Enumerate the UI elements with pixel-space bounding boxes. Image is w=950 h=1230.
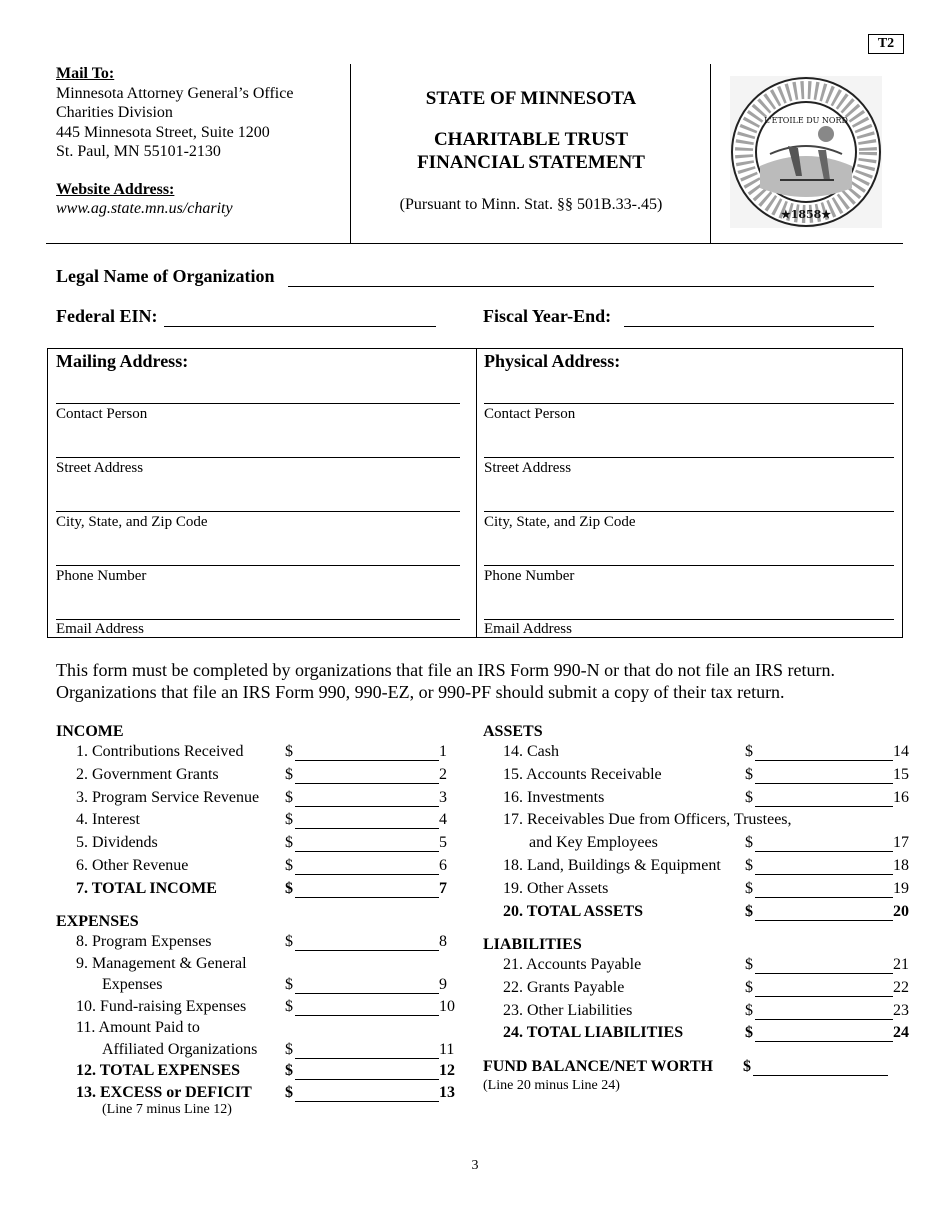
expenses-item-label: 8. Program Expenses bbox=[76, 933, 212, 950]
mailing-street-address-field[interactable] bbox=[56, 457, 460, 458]
fund-balance-amount-field[interactable] bbox=[753, 1075, 888, 1076]
mailing-email-field[interactable] bbox=[56, 619, 460, 620]
liabilities-item-label: 23. Other Liabilities bbox=[503, 1001, 633, 1019]
mailing-contact-person-field[interactable] bbox=[56, 403, 460, 404]
state-seal-icon bbox=[730, 76, 882, 228]
mail-to-block bbox=[56, 64, 293, 219]
expenses-currency-symbol: $ bbox=[285, 1040, 293, 1058]
assets-item-label: 20. TOTAL ASSETS bbox=[503, 902, 644, 920]
liabilities-item-label: 24. TOTAL LIABILITIES bbox=[503, 1024, 684, 1042]
expenses-item-label: 11. Amount Paid to bbox=[76, 1019, 200, 1036]
expenses-amount-field[interactable] bbox=[295, 993, 439, 994]
assets-currency-symbol: $ bbox=[745, 857, 753, 874]
expenses-amount-field[interactable] bbox=[295, 1058, 439, 1059]
federal-ein-field[interactable] bbox=[164, 308, 436, 327]
liabilities-line-number: 21 bbox=[893, 956, 909, 973]
expenses-line-number: 8 bbox=[439, 933, 447, 950]
liabilities-line-number: 22 bbox=[893, 978, 909, 996]
expenses-amount-field[interactable] bbox=[295, 1101, 439, 1102]
income-currency-symbol: $ bbox=[285, 765, 293, 783]
liabilities-amount-field[interactable] bbox=[755, 1019, 893, 1020]
mail-to-line: Minnesota Attorney General’s Office bbox=[56, 84, 294, 102]
income-amount-field[interactable] bbox=[295, 806, 439, 807]
assets-amount-field[interactable] bbox=[755, 806, 893, 807]
assets-item-label: 15. Accounts Receivable bbox=[503, 765, 662, 783]
income-line-number: 5 bbox=[439, 834, 447, 852]
income-currency-symbol: $ bbox=[285, 879, 293, 897]
statute-reference: (Pursuant to Minn. Stat. §§ 501B.33-.45) bbox=[399, 196, 663, 213]
liabilities-currency-symbol: $ bbox=[745, 1024, 753, 1042]
assets-line-number: 14 bbox=[893, 743, 909, 760]
mailing-address-title: Mailing Address: bbox=[56, 351, 189, 371]
income-item-label: 4. Interest bbox=[76, 811, 140, 829]
income-amount-field[interactable] bbox=[295, 760, 439, 761]
assets-amount-field[interactable] bbox=[755, 920, 893, 921]
liabilities-amount-field[interactable] bbox=[755, 1041, 893, 1042]
seal-motto: L'ETOILE DU NORD bbox=[764, 116, 848, 125]
expenses-item-label: 13. EXCESS or DEFICIT bbox=[76, 1083, 252, 1101]
income-item-label: 2. Government Grants bbox=[76, 765, 219, 783]
mailing-phone-field[interactable] bbox=[56, 565, 460, 566]
physical-email-caption: Email Address bbox=[484, 621, 572, 637]
income-amount-field[interactable] bbox=[295, 874, 439, 875]
liabilities-title: LIABILITIES bbox=[483, 936, 582, 953]
expenses-currency-symbol: $ bbox=[285, 933, 293, 950]
income-currency-symbol: $ bbox=[285, 788, 293, 806]
liabilities-currency-symbol: $ bbox=[745, 1001, 753, 1019]
website-heading: Website Address: bbox=[56, 180, 175, 198]
mailing-email-caption: Email Address bbox=[56, 621, 144, 637]
liabilities-currency-symbol: $ bbox=[745, 978, 753, 996]
assets-item-label: 18. Land, Buildings & Equipment bbox=[503, 857, 721, 874]
assets-amount-field[interactable] bbox=[755, 760, 893, 761]
expenses-currency-symbol: $ bbox=[285, 1083, 293, 1101]
liabilities-line-number: 23 bbox=[893, 1001, 909, 1019]
expenses-line-number: 12 bbox=[439, 1062, 455, 1079]
instructions-paragraph: This form must be completed by organizations that file an IRS Form 990-N or that do not file an IRS return. Organizations that file an IRS Form 990, 990-EZ, or 990-PF should submit a copy of their tax return. bbox=[56, 660, 836, 702]
income-item-label: 1. Contributions Received bbox=[76, 743, 244, 760]
expenses-currency-symbol: $ bbox=[285, 976, 293, 993]
expenses-item-label: 12. TOTAL EXPENSES bbox=[76, 1062, 241, 1079]
fund-balance-currency-symbol: $ bbox=[743, 1058, 751, 1075]
liabilities-currency-symbol: $ bbox=[745, 956, 753, 973]
expenses-item-note: (Line 7 minus Line 12) bbox=[102, 1101, 232, 1117]
assets-line-number: 15 bbox=[893, 765, 909, 783]
liabilities-amount-field[interactable] bbox=[755, 996, 893, 997]
income-line-number: 2 bbox=[439, 765, 447, 783]
liabilities-amount-field[interactable] bbox=[755, 973, 893, 974]
assets-amount-field[interactable] bbox=[755, 897, 893, 898]
physical-city-state-zip-caption: City, State, and Zip Code bbox=[484, 514, 636, 530]
physical-city-state-zip-field[interactable] bbox=[484, 511, 894, 512]
mailing-street-address-caption: Street Address bbox=[56, 460, 144, 476]
income-amount-field[interactable] bbox=[295, 851, 439, 852]
income-amount-field[interactable] bbox=[295, 828, 439, 829]
assets-amount-field[interactable] bbox=[755, 874, 893, 875]
physical-address-title: Physical Address: bbox=[484, 351, 621, 371]
physical-phone-caption: Phone Number bbox=[484, 568, 575, 584]
expenses-currency-symbol: $ bbox=[285, 997, 293, 1015]
income-line-number: 4 bbox=[439, 811, 447, 829]
physical-street-address-field[interactable] bbox=[484, 457, 894, 458]
header-divider-left bbox=[350, 64, 351, 244]
fiscal-year-end-field[interactable] bbox=[624, 308, 874, 327]
address-box bbox=[47, 348, 903, 638]
expenses-line-number: 9 bbox=[439, 976, 447, 993]
physical-contact-person-field[interactable] bbox=[484, 403, 894, 404]
fund-balance-label: FUND BALANCE/NET WORTH bbox=[483, 1058, 713, 1075]
income-currency-symbol: $ bbox=[285, 857, 293, 874]
assets-amount-field[interactable] bbox=[755, 783, 893, 784]
income-item-label: 6. Other Revenue bbox=[76, 857, 189, 874]
assets-item-label-cont: and Key Employees bbox=[529, 834, 658, 852]
expenses-title: EXPENSES bbox=[56, 913, 139, 930]
assets-amount-field[interactable] bbox=[755, 851, 893, 852]
assets-line-number: 17 bbox=[893, 834, 909, 852]
expenses-item-label-cont: Expenses bbox=[102, 976, 163, 993]
assets-item-label: 14. Cash bbox=[503, 743, 559, 760]
header-bottom-rule bbox=[46, 243, 903, 244]
mailing-city-state-zip-field[interactable] bbox=[56, 511, 460, 512]
expenses-amount-field[interactable] bbox=[295, 950, 439, 951]
income-line-number: 1 bbox=[439, 743, 447, 760]
fund-balance-note: (Line 20 minus Line 24) bbox=[483, 1078, 620, 1093]
form-title-line1: CHARITABLE TRUST bbox=[433, 129, 629, 150]
income-line-number: 3 bbox=[439, 788, 447, 806]
expenses-line-number: 10 bbox=[439, 997, 455, 1015]
assets-line-number: 16 bbox=[893, 788, 909, 806]
assets-title: ASSETS bbox=[483, 723, 543, 740]
assets-currency-symbol: $ bbox=[745, 902, 753, 920]
assets-item-label: 16. Investments bbox=[503, 788, 605, 806]
assets-currency-symbol: $ bbox=[745, 743, 753, 760]
form-title-line2: FINANCIAL STATEMENT bbox=[417, 152, 645, 173]
assets-currency-symbol: $ bbox=[745, 765, 753, 783]
income-currency-symbol: $ bbox=[285, 834, 293, 852]
mailing-phone-caption: Phone Number bbox=[56, 568, 147, 584]
expenses-amount-field[interactable] bbox=[295, 1015, 439, 1016]
mailing-address-column bbox=[48, 349, 477, 637]
legal-name-label: Legal Name of Organization bbox=[56, 266, 275, 286]
income-item-label: 7. TOTAL INCOME bbox=[76, 879, 217, 897]
mailing-contact-person-caption: Contact Person bbox=[56, 406, 148, 422]
physical-phone-field[interactable] bbox=[484, 565, 894, 566]
assets-line-number: 18 bbox=[893, 857, 909, 874]
mail-to-line: 445 Minnesota Street, Suite 1200 bbox=[56, 123, 270, 141]
assets-item-label: 19. Other Assets bbox=[503, 879, 609, 897]
income-currency-symbol: $ bbox=[285, 743, 293, 760]
income-amount-field[interactable] bbox=[295, 897, 439, 898]
federal-ein-label: Federal EIN: bbox=[56, 306, 158, 326]
mail-to-line: St. Paul, MN 55101-2130 bbox=[56, 143, 221, 160]
expenses-item-label-cont: Affiliated Organizations bbox=[102, 1040, 258, 1058]
assets-currency-symbol: $ bbox=[745, 788, 753, 806]
expenses-amount-field[interactable] bbox=[295, 1079, 439, 1080]
assets-currency-symbol: $ bbox=[745, 879, 753, 897]
assets-line-number: 20 bbox=[893, 902, 909, 920]
income-line-number: 7 bbox=[439, 879, 447, 897]
income-title: INCOME bbox=[56, 723, 124, 740]
legal-name-field[interactable] bbox=[288, 268, 874, 287]
form-code-box: T2 bbox=[868, 34, 904, 54]
header-divider-right bbox=[710, 64, 711, 244]
expenses-item-label: 10. Fund-raising Expenses bbox=[76, 997, 247, 1015]
income-amount-field[interactable] bbox=[295, 783, 439, 784]
mailing-city-state-zip-caption: City, State, and Zip Code bbox=[56, 514, 208, 530]
physical-email-field[interactable] bbox=[484, 619, 894, 620]
fiscal-year-end-label: Fiscal Year-End: bbox=[483, 306, 612, 326]
income-item-label: 3. Program Service Revenue bbox=[76, 788, 260, 806]
income-line-number: 6 bbox=[439, 857, 447, 874]
state-title: STATE OF MINNESOTA bbox=[425, 88, 637, 109]
page-number: 3 bbox=[471, 1158, 479, 1173]
state-seal-image bbox=[730, 76, 882, 228]
mail-to-line: Charities Division bbox=[56, 104, 173, 121]
seal-year: ★1858★ bbox=[780, 208, 832, 221]
expenses-line-number: 13 bbox=[439, 1083, 455, 1101]
website-link[interactable]: www.ag.state.mn.us/charity bbox=[56, 200, 233, 217]
assets-item-label: 17. Receivables Due from Officers, Trustees, bbox=[503, 811, 792, 829]
expenses-currency-symbol: $ bbox=[285, 1062, 293, 1079]
expenses-line-number: 11 bbox=[439, 1040, 455, 1058]
physical-contact-person-caption: Contact Person bbox=[484, 406, 576, 422]
physical-street-address-caption: Street Address bbox=[484, 460, 572, 476]
expenses-item-label: 9. Management & General bbox=[76, 954, 247, 972]
mail-to-heading: Mail To: bbox=[56, 65, 115, 82]
income-item-label: 5. Dividends bbox=[76, 834, 158, 852]
liabilities-line-number: 24 bbox=[893, 1024, 909, 1042]
income-currency-symbol: $ bbox=[285, 811, 293, 829]
assets-line-number: 19 bbox=[893, 879, 909, 897]
liabilities-item-label: 21. Accounts Payable bbox=[503, 956, 642, 973]
liabilities-item-label: 22. Grants Payable bbox=[503, 978, 625, 996]
assets-currency-symbol: $ bbox=[745, 834, 753, 852]
